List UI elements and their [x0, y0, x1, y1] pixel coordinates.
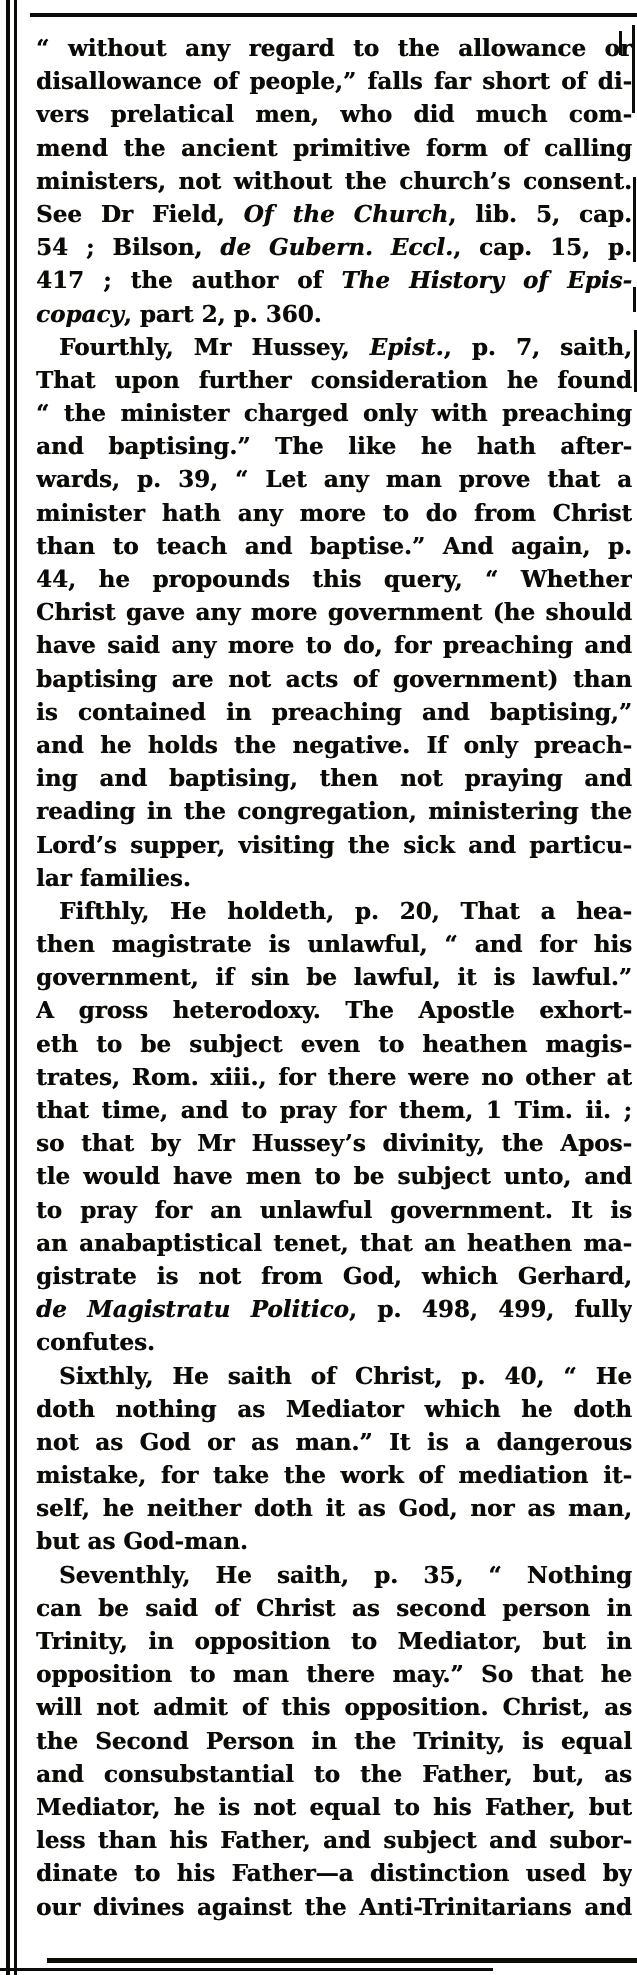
text-line: an anabaptistical tenet, that an heathen ma-: [36, 1229, 632, 1257]
text-line: mend the ancient primitive form of calling: [36, 134, 632, 162]
text-line: to pray for an unlawful government. It is: [36, 1196, 632, 1224]
text-line: Sixthly, He saith of Christ, p. 40, “ He: [59, 1362, 632, 1390]
italic-citation: The History of Epis-: [341, 267, 632, 295]
text-line: Trinity, in opposition to Mediator, but in: [36, 1628, 632, 1655]
text-line: confutes.: [36, 1329, 155, 1357]
text-line: vers prelatical men, who did much com-: [36, 101, 632, 129]
text-line: the Second Person in the Trinity, is equal: [36, 1727, 632, 1755]
text-line: Mediator, he is not equal to his Father, but: [36, 1793, 632, 1821]
text-line: and consubstantial to the Father, but, as: [36, 1760, 632, 1788]
text-line: [36, 1293, 632, 1326]
text-line: our divines against the Anti-Trinitarians and: [36, 1893, 632, 1921]
text-line: [36, 231, 632, 264]
text-column: [36, 32, 632, 1924]
text-line: opposition to man there may.” So that he: [36, 1661, 632, 1689]
text-line: Lord’s supper, visiting the sick and particu-: [36, 831, 632, 859]
text-line: Christ gave any more government (he should: [36, 599, 632, 627]
page-edge-artifact-right: [633, 177, 636, 262]
text-line: will not admit of this opposition. Christ, as: [36, 1694, 632, 1722]
italic-citation: Epist.: [369, 333, 444, 361]
text-segment: , p. 498, 499, fully: [348, 1296, 632, 1324]
text-line: and he holds the negative. If only preach-: [36, 731, 632, 759]
text-line: 44, he propounds this query, “ Whether: [36, 566, 632, 593]
text-line: “ the minister charged only with preaching: [36, 400, 632, 428]
text-segment: , p. 7, saith,: [443, 333, 632, 361]
text-line: A gross heterodoxy. The Apostle exhort-: [36, 997, 632, 1025]
page-border-left-inner: [14, 0, 17, 1975]
page-border-bottom-upper: [47, 1958, 637, 1963]
text-line: [36, 331, 632, 364]
text-segment: 54 ; Bilson,: [36, 234, 221, 262]
paragraph: [36, 32, 632, 331]
italic-citation: copacy: [36, 300, 124, 328]
text-segment: , part 2, p. 360.: [123, 300, 322, 328]
paragraph: [36, 1559, 632, 1924]
text-line: minister hath any more to do from Christ: [36, 499, 632, 527]
text-line: doth nothing as Mediator which he doth: [36, 1395, 632, 1423]
paragraph: [36, 1360, 632, 1559]
text-line: trates, Rom. xiii., for there were no other at: [36, 1063, 632, 1091]
text-line: [36, 198, 632, 231]
text-line: than to teach and baptise.” And again, p.: [36, 532, 632, 560]
page-edge-artifact-right: [632, 25, 635, 113]
text-line: government, if sin be lawful, it is lawful.”: [36, 964, 632, 992]
text-line: “ without any regard to the allowance or: [36, 35, 632, 62]
text-line: but as God-man.: [36, 1528, 248, 1556]
text-line: then magistrate is unlawful, “ and for his: [36, 931, 632, 959]
text-line: That upon further consideration he found: [36, 366, 632, 394]
text-line: is contained in preaching and baptising,”: [36, 698, 632, 726]
italic-citation: de Magistratu Politico: [36, 1296, 349, 1324]
text-line: that time, and to pray for them, 1 Tim. ii. ;: [36, 1097, 632, 1124]
text-line: Seventhly, He saith, p. 35, “ Nothing: [59, 1561, 632, 1589]
text-line: wards, p. 39, “ Let any man prove that a: [36, 466, 632, 494]
text-line: tle would have men to be subject unto, and: [36, 1163, 632, 1191]
text-line: so that by Mr Hussey’s divinity, the Apos-: [36, 1130, 632, 1158]
text-segment: See Dr Field,: [36, 200, 244, 228]
text-line: [36, 298, 632, 331]
text-line: lar families.: [36, 864, 191, 892]
text-line: Fifthly, He holdeth, p. 20, That a hea-: [59, 897, 632, 925]
paragraph: [36, 331, 632, 895]
text-line: dinate to his Father—a distinction used by: [36, 1860, 632, 1888]
text-line: gistrate is not from God, which Gerhard,: [36, 1262, 632, 1290]
text-line: less than his Father, and subject and subor-: [36, 1827, 632, 1855]
page-edge-artifact-right: [633, 287, 636, 312]
text-line: eth to be subject even to heathen magis-: [36, 1030, 632, 1058]
text-line: not as God or as man.” It is a dangerous: [36, 1428, 632, 1456]
italic-citation: Of the Church: [243, 200, 449, 228]
text-line: baptising are not acts of government) than: [36, 665, 632, 693]
text-segment: 417 ; the author of: [36, 267, 342, 295]
text-line: ing and baptising, then not praying and: [36, 765, 632, 793]
text-line: mistake, for take the work of mediation it-: [36, 1462, 632, 1490]
page-border-left-outer: [6, 0, 10, 1975]
page-border-bottom-lower: [0, 1968, 493, 1971]
text-line: and baptising.” The like he hath after-: [36, 433, 632, 461]
page-border-top: [30, 13, 637, 17]
text-segment: , lib. 5, cap.: [448, 200, 632, 228]
text-line: ministers, not without the church’s consent.: [36, 167, 632, 195]
text-line: reading in the congregation, ministering the: [36, 798, 632, 826]
italic-citation: de Gubern. Eccl.: [220, 234, 454, 262]
text-line: can be said of Christ as second person in: [36, 1594, 632, 1622]
paragraph: [36, 895, 632, 1360]
text-segment: , cap. 15, p.: [453, 234, 632, 262]
text-line: have said any more to do, for preaching and: [36, 632, 632, 660]
text-line: [36, 264, 632, 297]
text-line: self, he neither doth it as God, nor as man,: [36, 1495, 632, 1523]
text-segment: Fourthly, Mr Hussey,: [59, 333, 370, 361]
text-line: disallowance of people,” falls far short of di-: [36, 68, 632, 96]
